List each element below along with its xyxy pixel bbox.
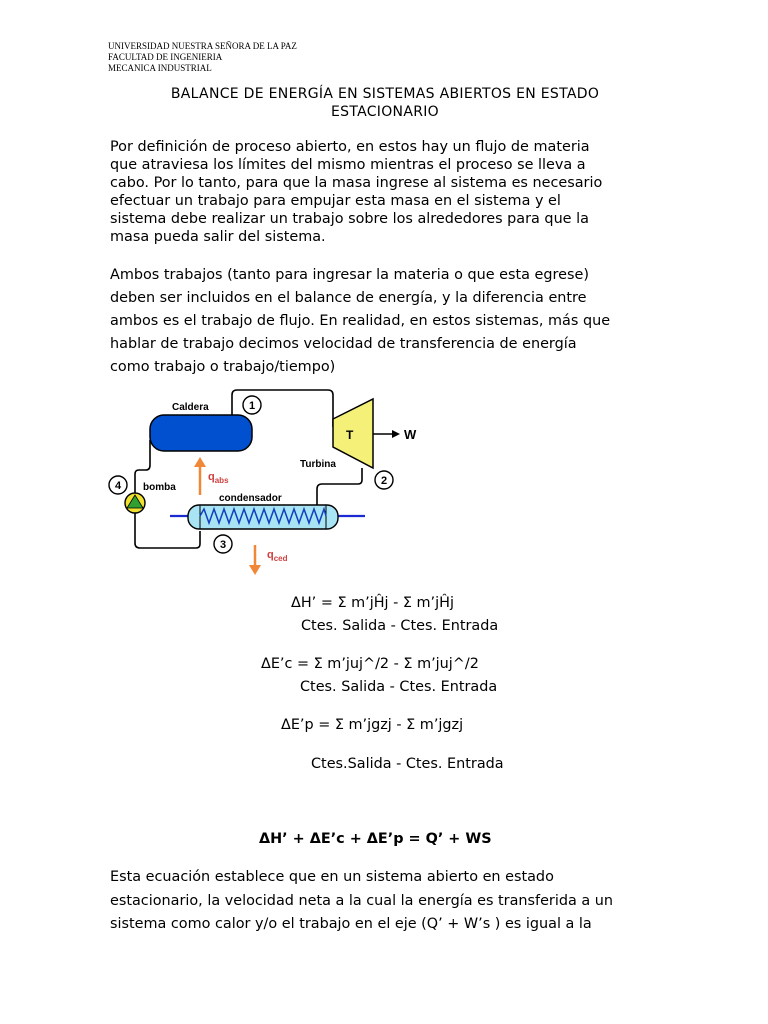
title-line-1: BALANCE DE ENERGÍA EN SISTEMAS ABIERTOS EN ESTADO [170,86,600,102]
kinetic-energy-equation: ΔE’c = Σ m’juj^/2 - Σ m’juj^/2 [261,656,479,672]
work-arrow-head-icon [392,430,400,438]
enthalpy-equation: ΔH’ = Σ m’jĤj - Σ m’jĤj [291,595,454,611]
arrow-up-icon [194,457,206,467]
document-title [110,85,660,121]
document-header [108,41,297,74]
heat-rejected-arrow [249,545,288,575]
arrow-down-icon [249,565,261,575]
boiler-label: Caldera [172,402,209,413]
career-name: MECANICA INDUSTRIAL [108,63,212,73]
paragraph-flow-work: Ambos trabajos (tanto para ingresar la materia o que esta egrese) deben ser incluidos en el balance de energía, y la diferencia entre ambos es el trabajo de flujo. En realidad, en estos sistemas, más que hablar de trabajo decimos velocidad de transferencia de energía como trabajo o trabajo/tiempo) [110,267,611,375]
state-1: 1 [248,400,256,412]
turbine [300,399,417,470]
state-3: 3 [219,539,227,551]
work-label: W [404,427,417,442]
paragraph-conclusion: Esta ecuación establece que en un sistema abierto en estado estacionario, la velocidad neta a la cual la energía es transferida a un sistema como calor y/o el trabajo en el eje (Q’ + W’s ) es igual a la [110,869,614,932]
pump [125,482,176,513]
university-name: UNIVERSIDAD NUESTRA SEÑORA DE LA PAZ [108,41,297,51]
svg-text:qced: $q_{ced}$ [267,549,288,563]
state-2: 2 [380,475,388,487]
turbine-letter: T [346,428,354,442]
potential-energy-equation-note: Ctes.Salida - Ctes. Entrada [311,756,504,772]
heat-absorbed-arrow [194,457,229,495]
title-line-2: ESTACIONARIO [331,104,439,120]
energy-balance-equation: ΔH’ + ΔE’c + ΔE’p = Q’ + WS [259,831,492,847]
boiler [150,402,252,451]
potential-energy-equation: ΔE’p = Σ m’jgzj - Σ m’jgzj [281,717,464,733]
pump-label: bomba [143,482,176,493]
condenser [170,493,365,529]
state-4: 4 [114,480,122,492]
kinetic-energy-equation-note: Ctes. Salida - Ctes. Entrada [300,679,498,695]
rankine-cycle-diagram [100,385,417,580]
enthalpy-equation-note: Ctes. Salida - Ctes. Entrada [301,618,499,634]
condenser-label: condensador [219,493,282,504]
turbine-label: Turbina [300,459,336,470]
svg-text:qabs: $q_{abs}$ [208,471,229,485]
paragraph-definition: Por definición de proceso abierto, en estos hay un flujo de materia que atraviesa los límites del mismo mientras el proceso se lleva a cabo. Por lo tanto, para que la masa ingrese al sistema es necesario efectuar un trabajo para empujar esta masa en el sistema y el sistema debe realizar un trabajo sobre los alrededores para que la masa pueda salir del sistema. [110,139,603,245]
faculty-name: FACULTAD DE INGENIERIA [108,52,223,62]
